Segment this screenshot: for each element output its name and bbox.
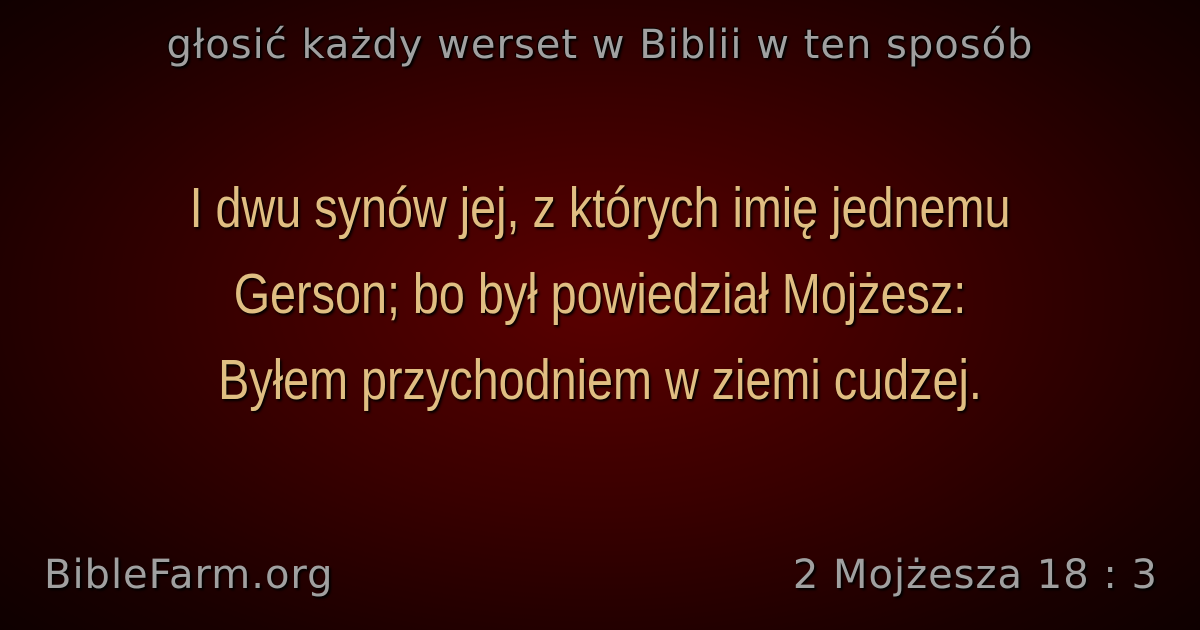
verse-line-3: Byłem przychodniem w ziemi cudzej. (218, 348, 982, 412)
verse-reference: 2 Mojżesza 18 : 3 (792, 552, 1158, 598)
site-name: BibleFarm.org (44, 552, 334, 598)
verse-text (141, 165, 1059, 423)
verse-line-1: I dwu synów jej, z których imię jednemu (189, 176, 1011, 240)
tagline: głosić każdy werset w Biblii w ten sposób (166, 22, 1034, 68)
verse-line-2: Gerson; bo był powiedział Mojżesz: (233, 262, 967, 326)
